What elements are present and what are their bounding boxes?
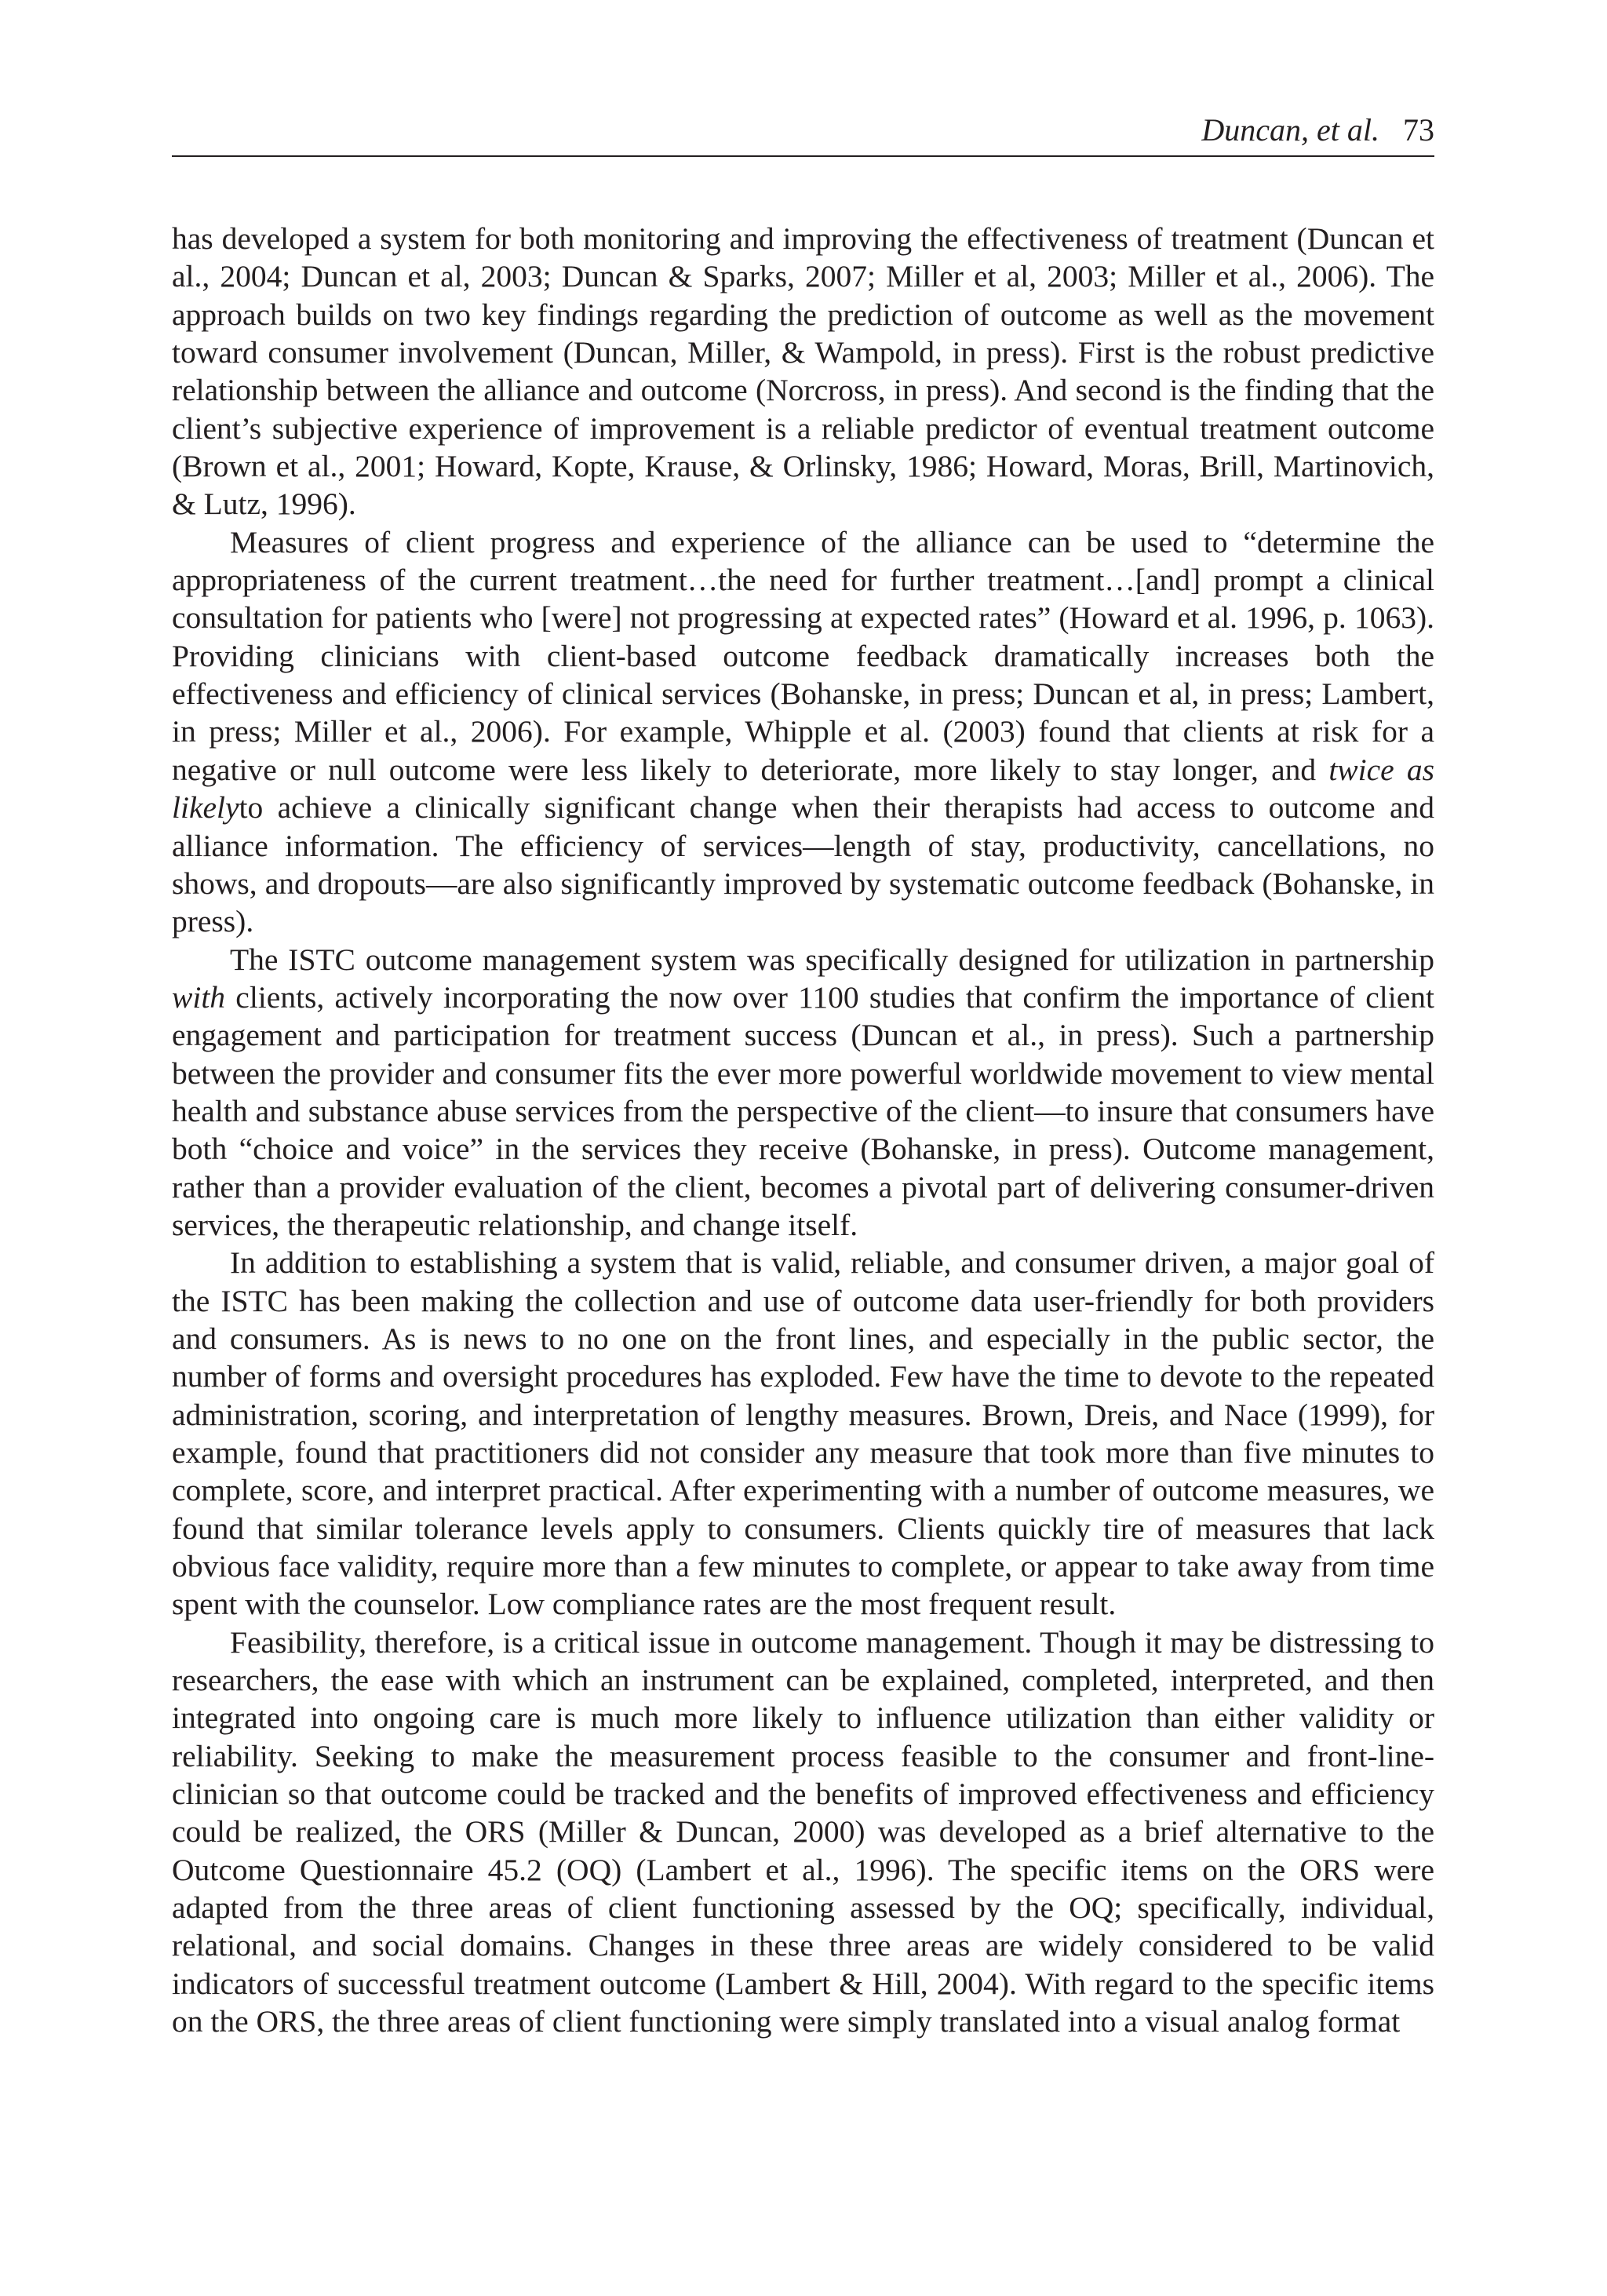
page-number: 73 xyxy=(1403,112,1434,148)
paragraph-1: has developed a system for both monitoring and improving the effectiveness of treatment (Duncan et al., 2004; Duncan et al, 2003; Duncan & Sparks, 2007; Miller et al, 2003; Miller et al., 2006). The approach builds on two key findings regarding the prediction of outcome as well as the movement toward consumer involvement (Duncan, Miller, & Wampold, in press). First is the robust predictive relationship between the alliance and outcome (Norcross, in press). And second is the finding that the client’s subjective experience of improvement is a reliable predictor of eventual treatment outcome (Brown et al., 2001; Howard, Kopte, Krause, & Orlinsky, 1986; Howard, Moras, Brill, Martinovich, & Lutz, 1996). xyxy=(172,221,1434,522)
paragraph-2-text-b: to achieve a clinically significant change when their therapists had access to outcome and alliance information. The efficiency of services—length of stay, productivity, cancellations, no shows, and dropouts—are also significantly improved by systematic outcome feedback (Bohanske, in press). xyxy=(172,790,1434,939)
paragraph-3-emphasis: with xyxy=(172,979,226,1015)
paragraph-3-text-b: clients, actively incorporating the now over 1100 studies that confirm the importance of client engagement and participation for treatment success (Duncan et al., in press). Such a partnership between the provider and consumer fits the ever more powerful worldwide movement to view mental health and substance abuse services from the perspective of the client—to insure that consumers have both “choice and voice” in the services they receive (Bohanske, in press). Outcome management, rather than a provider evaluation of the client, becomes a pivotal part of delivering consumer-driven services, the therapeutic relationship, and change itself. xyxy=(172,979,1434,1242)
paragraph-4: In addition to establishing a system that is valid, reliable, and consumer driven, a major goal of the ISTC has been making the collection and use of outcome data user-friendly for both providers and consumers. As is news to no one on the front lines, and especially in the public sector, the number of forms and oversight procedures has exploded. Few have the time to devote to the repeated administration, scoring, and interpretation of lengthy measures. Brown, Dreis, and Nace (1999), for example, found that practitioners did not consider any measure that took more than five minutes to complete, score, and interpret practical. After experimenting with a number of outcome measures, we found that similar tolerance levels apply to consumers. Clients quickly tire of measures that lack obvious face validity, require more than a few minutes to complete, or appear to take away from time spent with the counselor. Low compliance rates are the most frequent result. xyxy=(172,1245,1434,1622)
paragraph-2 xyxy=(172,523,1434,941)
paragraph-3 xyxy=(172,941,1434,1245)
paragraph-2-text-a: Measures of client progress and experience of the alliance can be used to “determine the appropriateness of the current treatment…the need for further treatment…[and] prompt a clinical consultation for patients who [were] not progressing at expected rates” (Howard et al. 1996, p. 1063). Providing clinicians with client-based outcome feedback dramatically increases both the effectiveness and efficiency of clinical services (Bohanske, in press; Duncan et al, in press; Lambert, in press; Miller et al., 2006). For example, Whipple et al. (2003) found that clients at risk for a negative or null outcome were less likely to deteriorate, more likely to stay longer, and xyxy=(172,524,1434,787)
running-head-author: Duncan, et al. xyxy=(1201,112,1379,148)
paragraph-5: Feasibility, therefore, is a critical issue in outcome management. Though it may be distressing to researchers, the ease with which an instrument can be explained, completed, interpreted, and then integrated into ongoing care is much more likely to influence utilization than either validity or reliability. Seeking to make the measurement process feasible to the consumer and front-line-clinician so that outcome could be tracked and the benefits of improved effectiveness and efficiency could be realized, the ORS (Miller & Duncan, 2000) was developed as a brief alternative to the Outcome Questionnaire 45.2 (OQ) (Lambert et al., 1996). The specific items on the ORS were adapted from the three areas of client functioning assessed by the OQ; specifically, individual, relational, and social domains. Changes in these three areas are widely considered to be valid indicators of successful treatment outcome (Lambert & Hill, 2004). With regard to the specific items on the ORS, the three areas of client functioning were simply translated into a visual analog format xyxy=(172,1624,1434,2039)
article-body xyxy=(172,220,1434,2041)
paragraph-3-text-a: The ISTC outcome management system was specifically designed for utilization in partnership xyxy=(230,942,1434,977)
header-rule xyxy=(172,155,1434,157)
running-header xyxy=(172,107,1434,154)
paragraph-2-emphasis: twice as likely xyxy=(172,752,1434,825)
